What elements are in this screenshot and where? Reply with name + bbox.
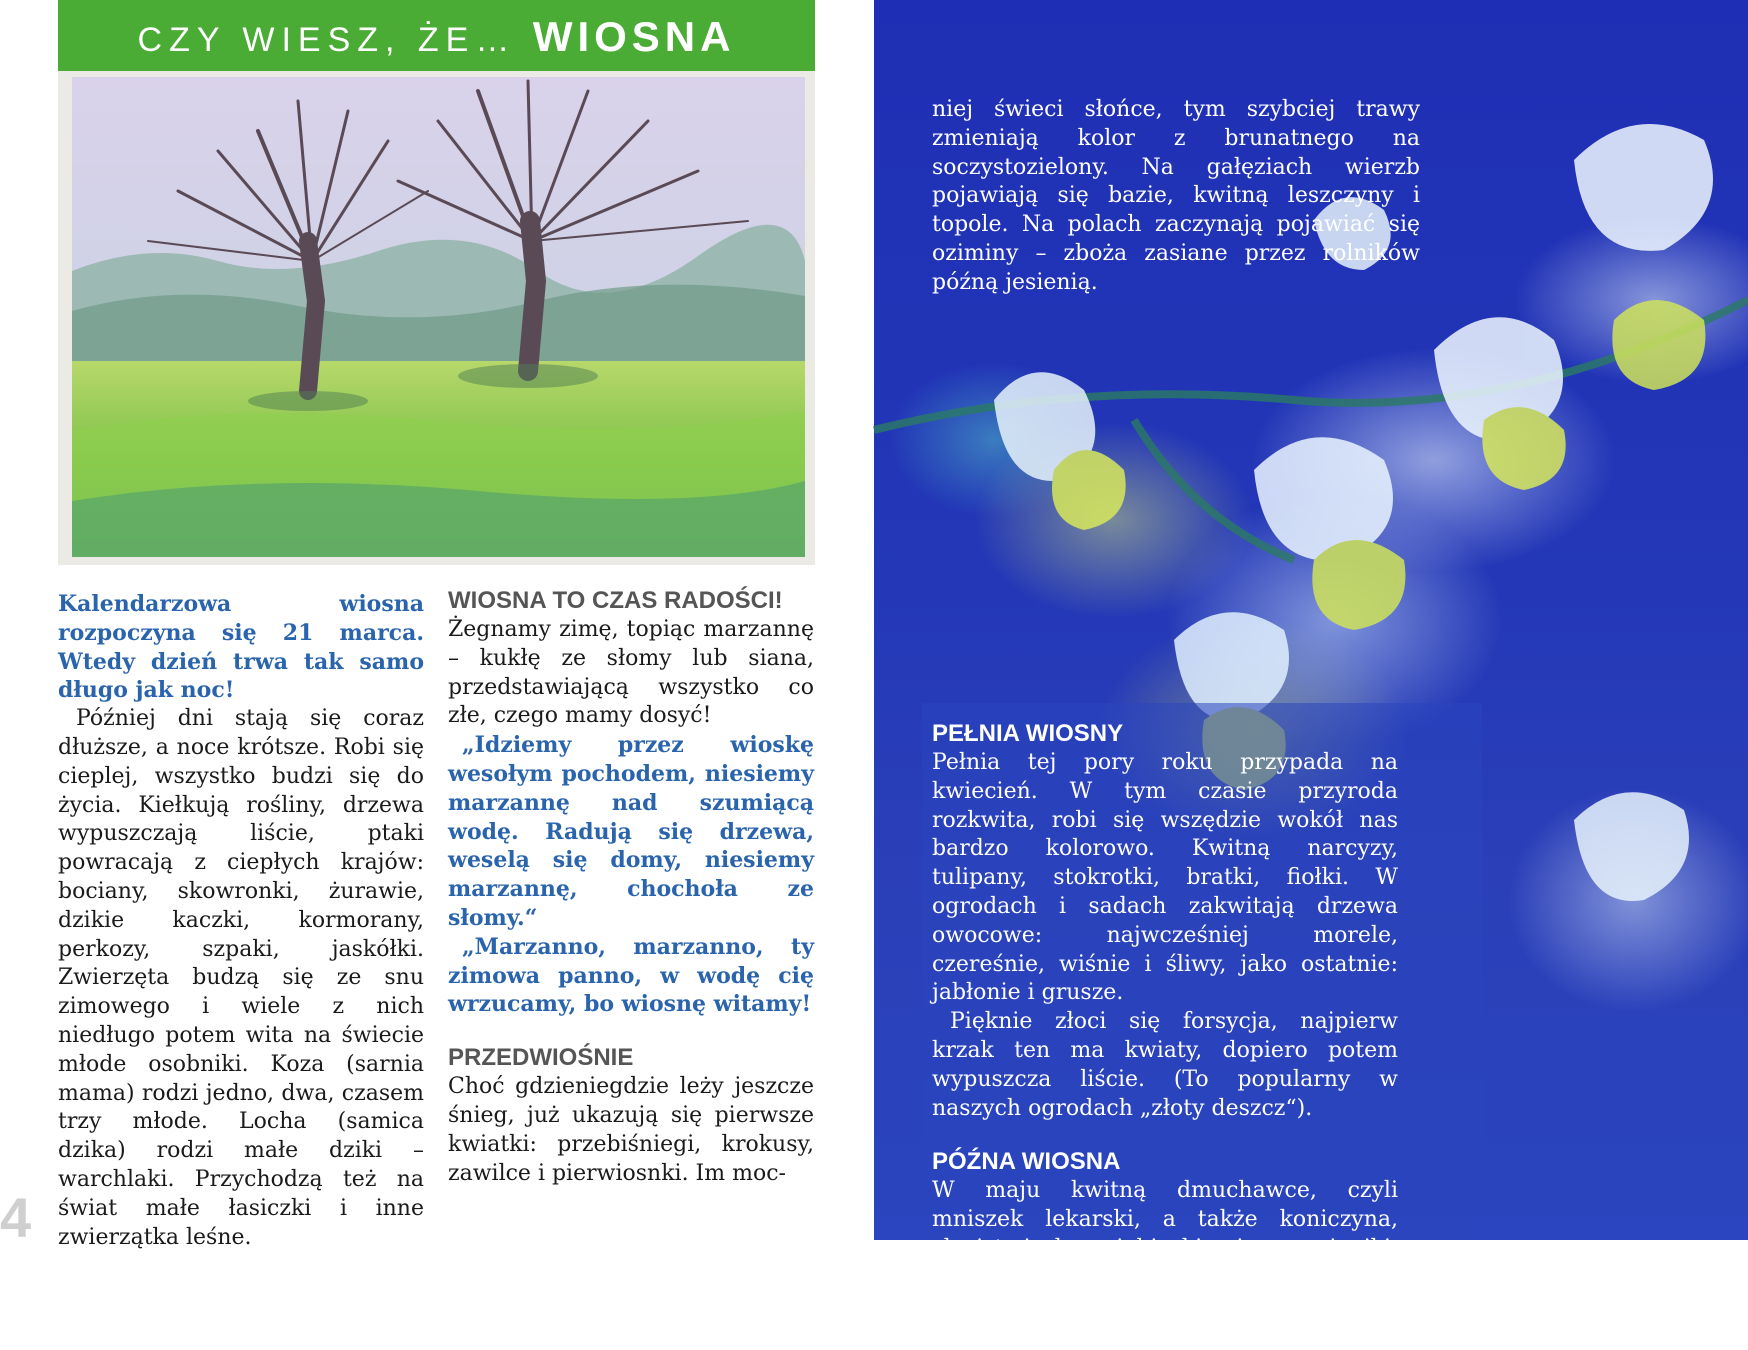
spring-trees-painting xyxy=(58,71,815,565)
lead-paragraph: Kalendarzowa wiosna rozpoczyna się 21 marca. Wtedy dzień trwa tak samo długo jak noc! xyxy=(58,591,424,704)
quote-marzanno: „Marzanno, marzanno, ty zimowa panno, w wodę cię wrzucamy, bo wiosnę witamy! xyxy=(448,933,814,1018)
middle-column xyxy=(448,586,814,1188)
forsycja-paragraph: Pięknie złoci się forsycja, najpierw krzak ten ma kwiaty, dopiero potem wypuszcza liście. (To popularny w naszych ogrodach „złoty deszcz“). xyxy=(932,1009,1398,1121)
left-column xyxy=(58,590,424,1252)
title-banner xyxy=(58,0,815,71)
heading-pelnia-wiosny: PEŁNIA WIOSNY xyxy=(932,720,1124,747)
right-top-paragraph: niej świeci słońce, tym szybciej trawy zmieniają kolor z brunatnego na soczystozielony. Na gałęziach wierzb pojawiają się bazie, kwitną leszczyny i topole. Na polach zaczynają pojawiać się oziminy – zboża zasiane przez rolników późną jesienią. xyxy=(932,97,1420,295)
pelnia-paragraph: Pełnia tej pory roku przypada na kwiecień. W tym czasie przyroda rozkwita, robi się wszędzie wokół nas bardzo kolorowo. Kwitną narcyzy, tulipany, stokrotki, bratki, fiołki. W ogrodach i sadach zakwitają drzewa owocowe: najwcześniej morele, czereśnie, wiśnie i śliwy, jako ostatnie: jabłonie i grusze. xyxy=(932,750,1398,1006)
quote-idziemy: „Idziemy przez wioskę wesołym pochodem, niesiemy marzannę nad szumiącą wodę. Radują się drzewa, weselą się domy, niesiemy marzannę, chochoła ze słomy.“ xyxy=(448,732,814,931)
banner-title-bold: WIOSNA xyxy=(532,13,736,60)
marzanna-paragraph: Żegnamy zimę, topiąc marzannę – kukłę ze słomy lub siana, przedstawiającą wszystko co złe, czego mamy dosyć! xyxy=(448,617,814,729)
right-page-daffodil-background xyxy=(874,0,1748,1348)
heading-pozna-wiosna: PÓŹNA WIOSNA xyxy=(932,1148,1121,1176)
left-page xyxy=(0,0,874,1250)
banner-title xyxy=(58,13,815,60)
heading-przedwiosnie: PRZEDWIOŚNIE xyxy=(448,1044,634,1072)
right-top-text xyxy=(932,96,1420,298)
przedwiosnie-paragraph: Choć gdzieniegdzie leży jeszcze śnieg, już ukazują się pierwsze kwiatki: przebiśniegi, krokusy, zawilce i pierwiosnki. Im moc- xyxy=(448,1074,814,1186)
banner-prefix: CZY WIESZ, ŻE… xyxy=(137,21,517,59)
right-column xyxy=(932,719,1398,1350)
heading-wiosna-to-czas-radosci: WIOSNA TO CZAS RADOŚCI! xyxy=(448,587,783,614)
left-body-text: Później dni stają się coraz dłuższe, a noce krótsze. Robi się cieplej, wszystko budzi się do życia. Kiełkują rośliny, drzewa wypuszczają liście, ptaki powracają z ciepłych krajów: bociany, skowronki, żurawie, dzikie kaczki, kormorany, perkozy, szpaki, jaskółki. Zwierzęta budzą się ze snu zimowego i wiele z nich niedługo potem wita na świecie młode osobniki. Koza (sarnia mama) rodzi jedno, dwa, czasem trzy młode. Locha (samica dzika) rodzi małe dziki – warchlaki. Przychodzą też na świat małe łasiczki i inne zwierzątka leśne. xyxy=(58,706,424,1250)
pozna-wiosna-paragraph: W maju kwitną dmuchawce, czyli mniszek lekarski, a także koniczyna, złociste jaskry, niebieskie niezapominajki. Typowo majowymi kwiatkami są konwalie, a krzewami ozdobnymi – białe i fioletowe bzy. xyxy=(932,1178,1398,1348)
page-number: 4 xyxy=(0,1186,32,1249)
